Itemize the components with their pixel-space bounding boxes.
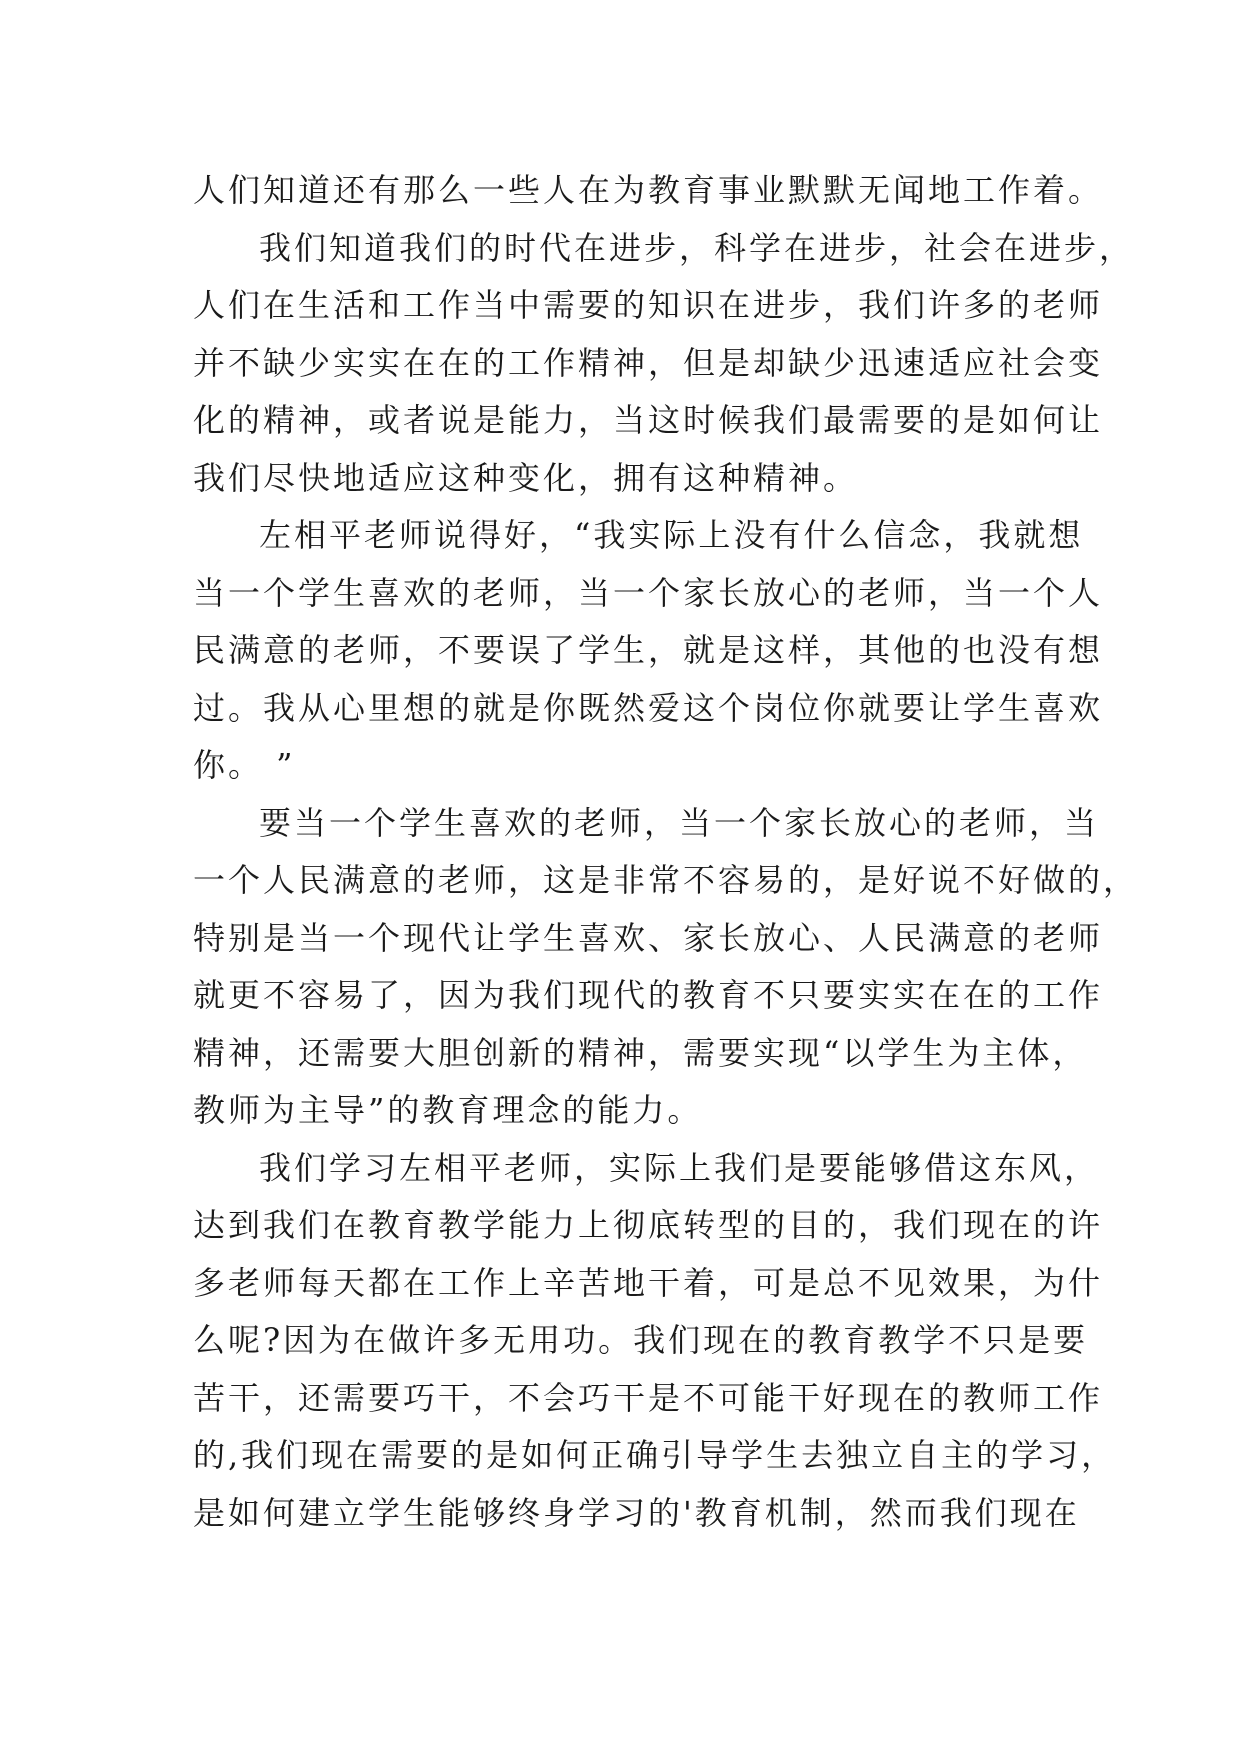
text-line: 人们知道还有那么一些人在为教育事业默默无闻地工作着。 (193, 171, 1104, 209)
text-line: 特别是当一个现代让学生喜欢、家长放心、人民满意的老师 (193, 918, 1104, 957)
text-line: 教师为主导”的教育理念的能力。 (193, 1091, 703, 1129)
body-text (193, 162, 1139, 1542)
text-line: 达到我们在教育教学能力上彻底转型的目的，我们现在的许 (193, 1206, 1104, 1244)
text-line: 我们尽快地适应这种变化，拥有这种精神。 (193, 458, 859, 497)
text-line: 多老师每天都在工作上辛苦地干着，可是总不见效果，为什 (193, 1263, 1104, 1302)
text-line: 的,我们现在需要的是如何正确引导学生去独立自主的学习， (193, 1436, 1117, 1474)
text-line: 是如何建立学生能够终身学习的'教育机制，然而我们现在 (193, 1493, 1080, 1532)
text-line: 苦干，还需要巧干，不会巧干是不可能干好现在的教师工作 (193, 1378, 1104, 1417)
text-line: 当一个学生喜欢的老师，当一个家长放心的老师，当一个人 (193, 573, 1104, 612)
text-line: 并不缺少实实在在的工作精神，但是却缺少迅速适应社会变 (193, 343, 1104, 382)
text-line: 民满意的老师，不要误了学生，就是这样，其他的也没有想 (193, 631, 1104, 669)
paragraph-start-line: 我们学习左相平老师，实际上我们是要能够借这东风， (259, 1148, 1100, 1187)
paragraph-start-line: 要当一个学生喜欢的老师，当一个家长放心的老师，当 (259, 803, 1100, 842)
text-line: 化的精神，或者说是能力，当这时候我们最需要的是如何让 (193, 401, 1104, 439)
text-line: 就更不容易了，因为我们现代的教育不只要实实在在的工作 (193, 976, 1104, 1014)
paragraph-start-line: 左相平老师说得好，“我实际上没有什么信念，我就想 (259, 516, 1084, 554)
text-line: 一个人民满意的老师，这是非常不容易的，是好说不好做的， (193, 861, 1139, 899)
text-line: 你。 ” (193, 746, 296, 784)
text-line: 过。我从心里想的就是你既然爱这个岗位你就要让学生喜欢 (193, 688, 1104, 727)
text-line: 么呢?因为在做许多无用功。我们现在的教育教学不只是要 (193, 1321, 1089, 1359)
text-line: 精神，还需要大胆创新的精神，需要实现“以学生为主体， (193, 1033, 1088, 1072)
paragraph-start-line: 我们知道我们的时代在进步，科学在进步，社会在进步， (259, 228, 1135, 267)
text-line: 人们在生活和工作当中需要的知识在进步，我们许多的老师 (193, 286, 1104, 324)
